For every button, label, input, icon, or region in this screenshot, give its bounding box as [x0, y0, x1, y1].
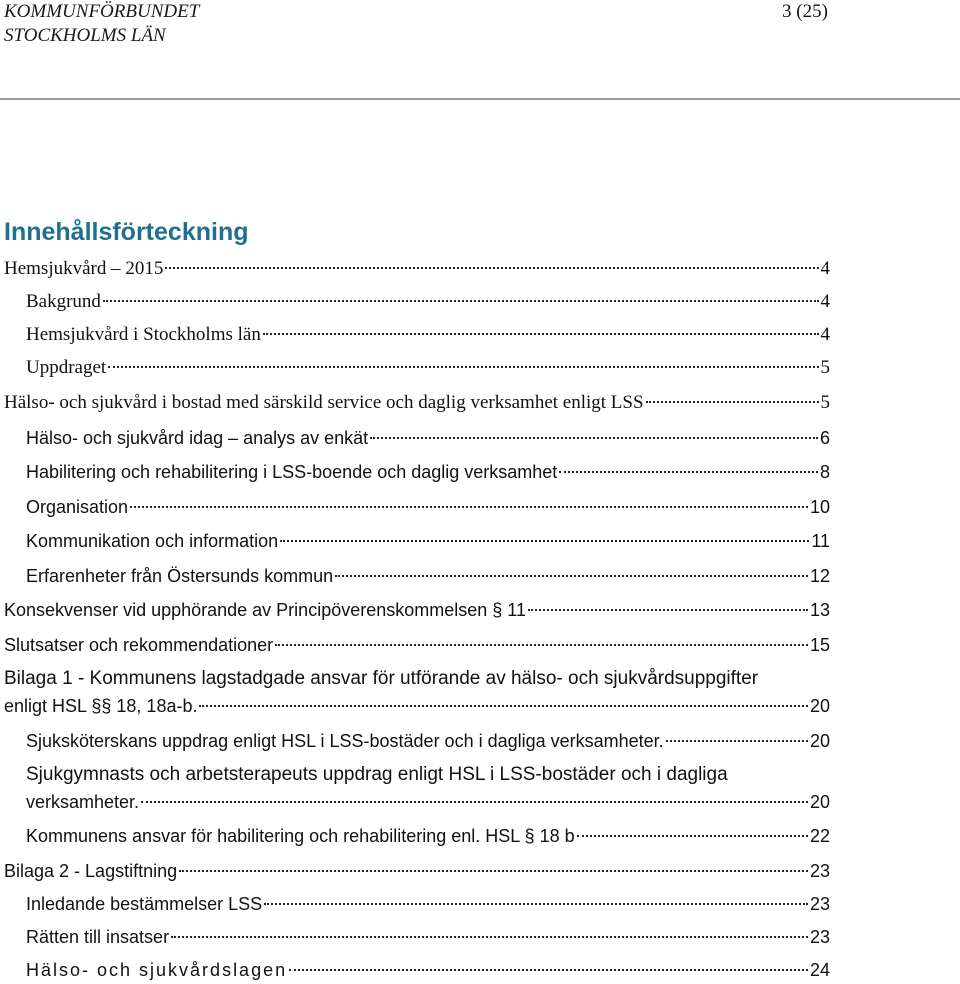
- toc-entry-label: Konsekvenser vid upphörande av Principöverenskommelsen § 11: [4, 600, 526, 620]
- toc-entry-page: 13: [809, 600, 830, 620]
- toc-entry-page: 4: [820, 258, 830, 279]
- dot-leader: [280, 540, 809, 542]
- toc-entry-label: Hemsjukvård – 2015: [4, 258, 164, 279]
- dot-leader: [335, 575, 808, 577]
- dot-leader: [171, 936, 808, 938]
- toc-entry-label: Hälso- och sjukvårdslagen: [26, 960, 288, 980]
- toc-entry-label: Sjuksköterskans uppdrag enligt HSL i LSS-bostäder och i dagliga verksamheter.: [26, 731, 664, 751]
- page-header: [0, 0, 960, 100]
- toc-entry[interactable]: [26, 527, 830, 555]
- toc-entry[interactable]: [4, 596, 830, 624]
- toc-entry-label: enligt HSL §§ 18, 18a-b.: [4, 696, 198, 716]
- dot-leader: [130, 506, 808, 508]
- toc-entry-page: 4: [820, 291, 830, 312]
- toc-entry[interactable]: [4, 692, 830, 720]
- dot-leader: [577, 835, 808, 837]
- toc-entry-page: 20: [809, 792, 830, 812]
- toc-entry-label: Erfarenheter från Östersunds kommun: [26, 566, 334, 586]
- toc-entry-label: Uppdraget: [26, 357, 107, 378]
- toc-entry-page: 8: [819, 462, 830, 482]
- dot-leader: [199, 705, 808, 707]
- toc-entry[interactable]: [4, 631, 830, 659]
- toc-entry-page: 11: [811, 531, 830, 551]
- toc-title: Innehållsförteckning: [4, 218, 249, 246]
- org-line-1: KOMMUNFÖRBUNDET: [4, 1, 200, 22]
- toc-entry-label: verksamheter.: [26, 792, 140, 812]
- toc-entry-label: Hälso- och sjukvård i bostad med särskild service och daglig verksamhet enligt LSS: [4, 392, 644, 413]
- toc-entry-label: Habilitering och rehabilitering i LSS-boende och daglig verksamhet: [26, 462, 558, 482]
- toc-entry[interactable]: [4, 255, 830, 283]
- dot-leader: [108, 366, 818, 368]
- toc-entry-page: 23: [809, 927, 830, 947]
- toc-entry-page: 4: [820, 324, 830, 345]
- toc-entry-page: 5: [820, 392, 830, 413]
- toc-entry-page: 5: [820, 357, 830, 378]
- toc-entry-page: 12: [809, 566, 830, 586]
- dot-leader: [264, 903, 808, 905]
- toc-entry-page: 10: [809, 497, 830, 517]
- toc-entry-page: 6: [819, 428, 830, 448]
- toc-entry[interactable]: [26, 890, 830, 918]
- toc-entry-label: Hemsjukvård i Stockholms län: [26, 324, 261, 345]
- toc-entry[interactable]: [26, 493, 830, 521]
- toc-entry[interactable]: [26, 321, 830, 349]
- toc-entry-label-line1: Sjukgymnasts och arbetsterapeuts uppdrag enligt HSL i LSS-bostäder och i dagliga: [26, 764, 728, 785]
- toc-entry-page: 20: [809, 696, 830, 716]
- toc-entry[interactable]: [26, 354, 830, 382]
- dot-leader: [289, 969, 808, 971]
- dot-leader: [370, 437, 818, 439]
- toc-entry-page: 23: [809, 861, 830, 881]
- dot-leader: [275, 644, 808, 646]
- toc-entry-page: 24: [809, 960, 830, 980]
- toc-entry-label: Slutsatser och rekommendationer: [4, 635, 274, 655]
- toc-entry[interactable]: [26, 956, 830, 984]
- dot-leader: [559, 471, 818, 473]
- toc-entry[interactable]: [26, 822, 830, 850]
- toc-entry-label: Inledande bestämmelser LSS: [26, 894, 263, 914]
- dot-leader: [263, 333, 819, 335]
- toc-entry-page: 20: [809, 731, 830, 751]
- toc-entry[interactable]: [26, 458, 830, 486]
- toc-entry-label: Bakgrund: [26, 291, 101, 312]
- toc-entry[interactable]: [26, 788, 830, 816]
- toc-entry[interactable]: [26, 727, 830, 755]
- toc-entry-page: 15: [809, 635, 830, 655]
- toc-entry[interactable]: [26, 923, 830, 951]
- toc-entry-label: Organisation: [26, 497, 129, 517]
- header-divider: [0, 98, 960, 100]
- toc-entry-page: 22: [809, 826, 830, 846]
- toc-entry[interactable]: [26, 562, 830, 590]
- toc-entry[interactable]: [26, 424, 830, 452]
- organization-name: [4, 0, 199, 48]
- dot-leader: [165, 267, 818, 269]
- toc-entry[interactable]: [4, 389, 830, 417]
- dot-leader: [179, 870, 808, 872]
- dot-leader: [646, 401, 819, 403]
- toc-entry[interactable]: [4, 857, 830, 885]
- dot-leader: [528, 609, 808, 611]
- toc-entry-label: Kommunens ansvar för habilitering och rehabilitering enl. HSL § 18 b: [26, 826, 575, 846]
- dot-leader: [141, 801, 808, 803]
- dot-leader: [666, 740, 808, 742]
- page-number: 3 (25): [782, 1, 828, 22]
- toc-entry-label: Rätten till insatser: [26, 927, 170, 947]
- toc-entry-label: Hälso- och sjukvård idag – analys av enkät: [26, 428, 369, 448]
- toc-entry-page: 23: [809, 894, 830, 914]
- org-line-2: STOCKHOLMS LÄN: [4, 25, 166, 46]
- toc-entry-label: Kommunikation och information: [26, 531, 279, 551]
- toc-entry[interactable]: [26, 288, 830, 316]
- toc-entry-label-line1: Bilaga 1 - Kommunens lagstadgade ansvar för utförande av hälso- och sjukvårdsuppgifter: [4, 668, 759, 689]
- dot-leader: [103, 300, 819, 302]
- toc-entry-label: Bilaga 2 - Lagstiftning: [4, 861, 178, 881]
